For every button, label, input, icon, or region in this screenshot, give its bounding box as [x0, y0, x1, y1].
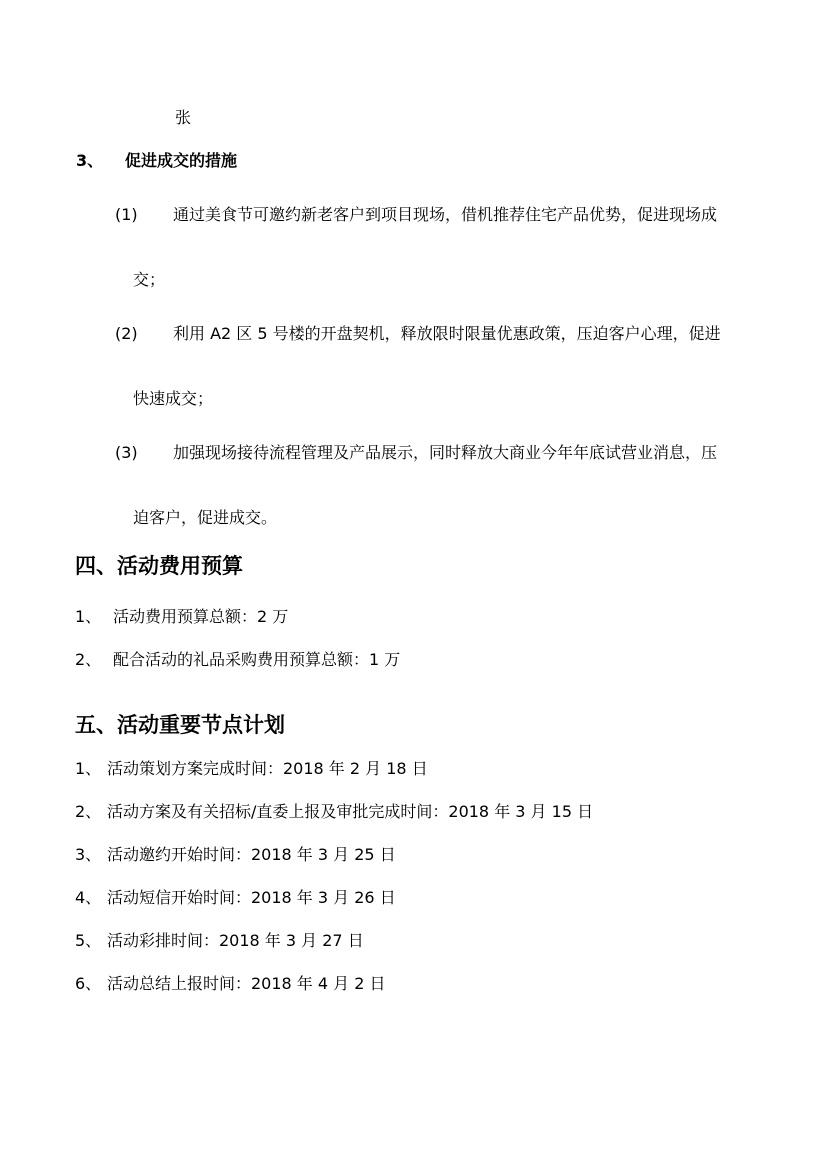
budget-1-number: 1、 [75, 607, 102, 626]
section3-title: 促进成交的措施 [125, 151, 238, 170]
section4-heading: 四、活动费用预算 [75, 554, 243, 578]
measure-1-line2: 交； [133, 270, 166, 289]
milestone-5-number: 5、 [75, 931, 102, 950]
milestone-4-number: 4、 [75, 888, 102, 907]
milestone-3-text: 活动邀约开始时间：2018 年 3 月 25 日 [107, 845, 396, 864]
budget-2-text: 配合活动的礼品采购费用预算总额：1 万 [113, 650, 401, 669]
measure-1-marker: (1) [115, 205, 138, 224]
measure-1-line1: 通过美食节可邀约新老客户到项目现场，借机推荐住宅产品优势，促进现场成 [173, 205, 718, 224]
milestone-5-text: 活动彩排时间：2018 年 3 月 27 日 [107, 931, 364, 950]
milestone-6-number: 6、 [75, 974, 102, 993]
budget-2-number: 2、 [75, 650, 102, 669]
measure-2-line2: 快速成交； [133, 389, 214, 408]
milestone-2-number: 2、 [75, 802, 102, 821]
milestone-6-text: 活动总结上报时间：2018 年 4 月 2 日 [107, 974, 386, 993]
budget-1-text: 活动费用预算总额：2 万 [113, 607, 289, 626]
measure-2-marker: (2) [115, 324, 138, 343]
continued-text: 张 [175, 108, 192, 127]
measure-2-line1: 利用 A2 区 5 号楼的开盘契机，释放限时限量优惠政策，压迫客户心理，促进 [173, 324, 721, 343]
measure-3-line2: 迫客户，促进成交。 [133, 508, 278, 527]
measure-3-marker: (3) [115, 443, 138, 462]
milestone-2-text: 活动方案及有关招标/直委上报及审批完成时间：2018 年 3 月 15 日 [107, 802, 594, 821]
measure-3-line1: 加强现场接待流程管理及产品展示，同时释放大商业今年年底试营业消息，压 [173, 443, 718, 462]
section3-number: 3、 [76, 151, 104, 170]
milestone-1-text: 活动策划方案完成时间：2018 年 2 月 18 日 [107, 759, 428, 778]
milestone-1-number: 1、 [75, 759, 102, 778]
milestone-3-number: 3、 [75, 845, 102, 864]
section5-heading: 五、活动重要节点计划 [75, 713, 285, 737]
milestone-4-text: 活动短信开始时间：2018 年 3 月 26 日 [107, 888, 396, 907]
